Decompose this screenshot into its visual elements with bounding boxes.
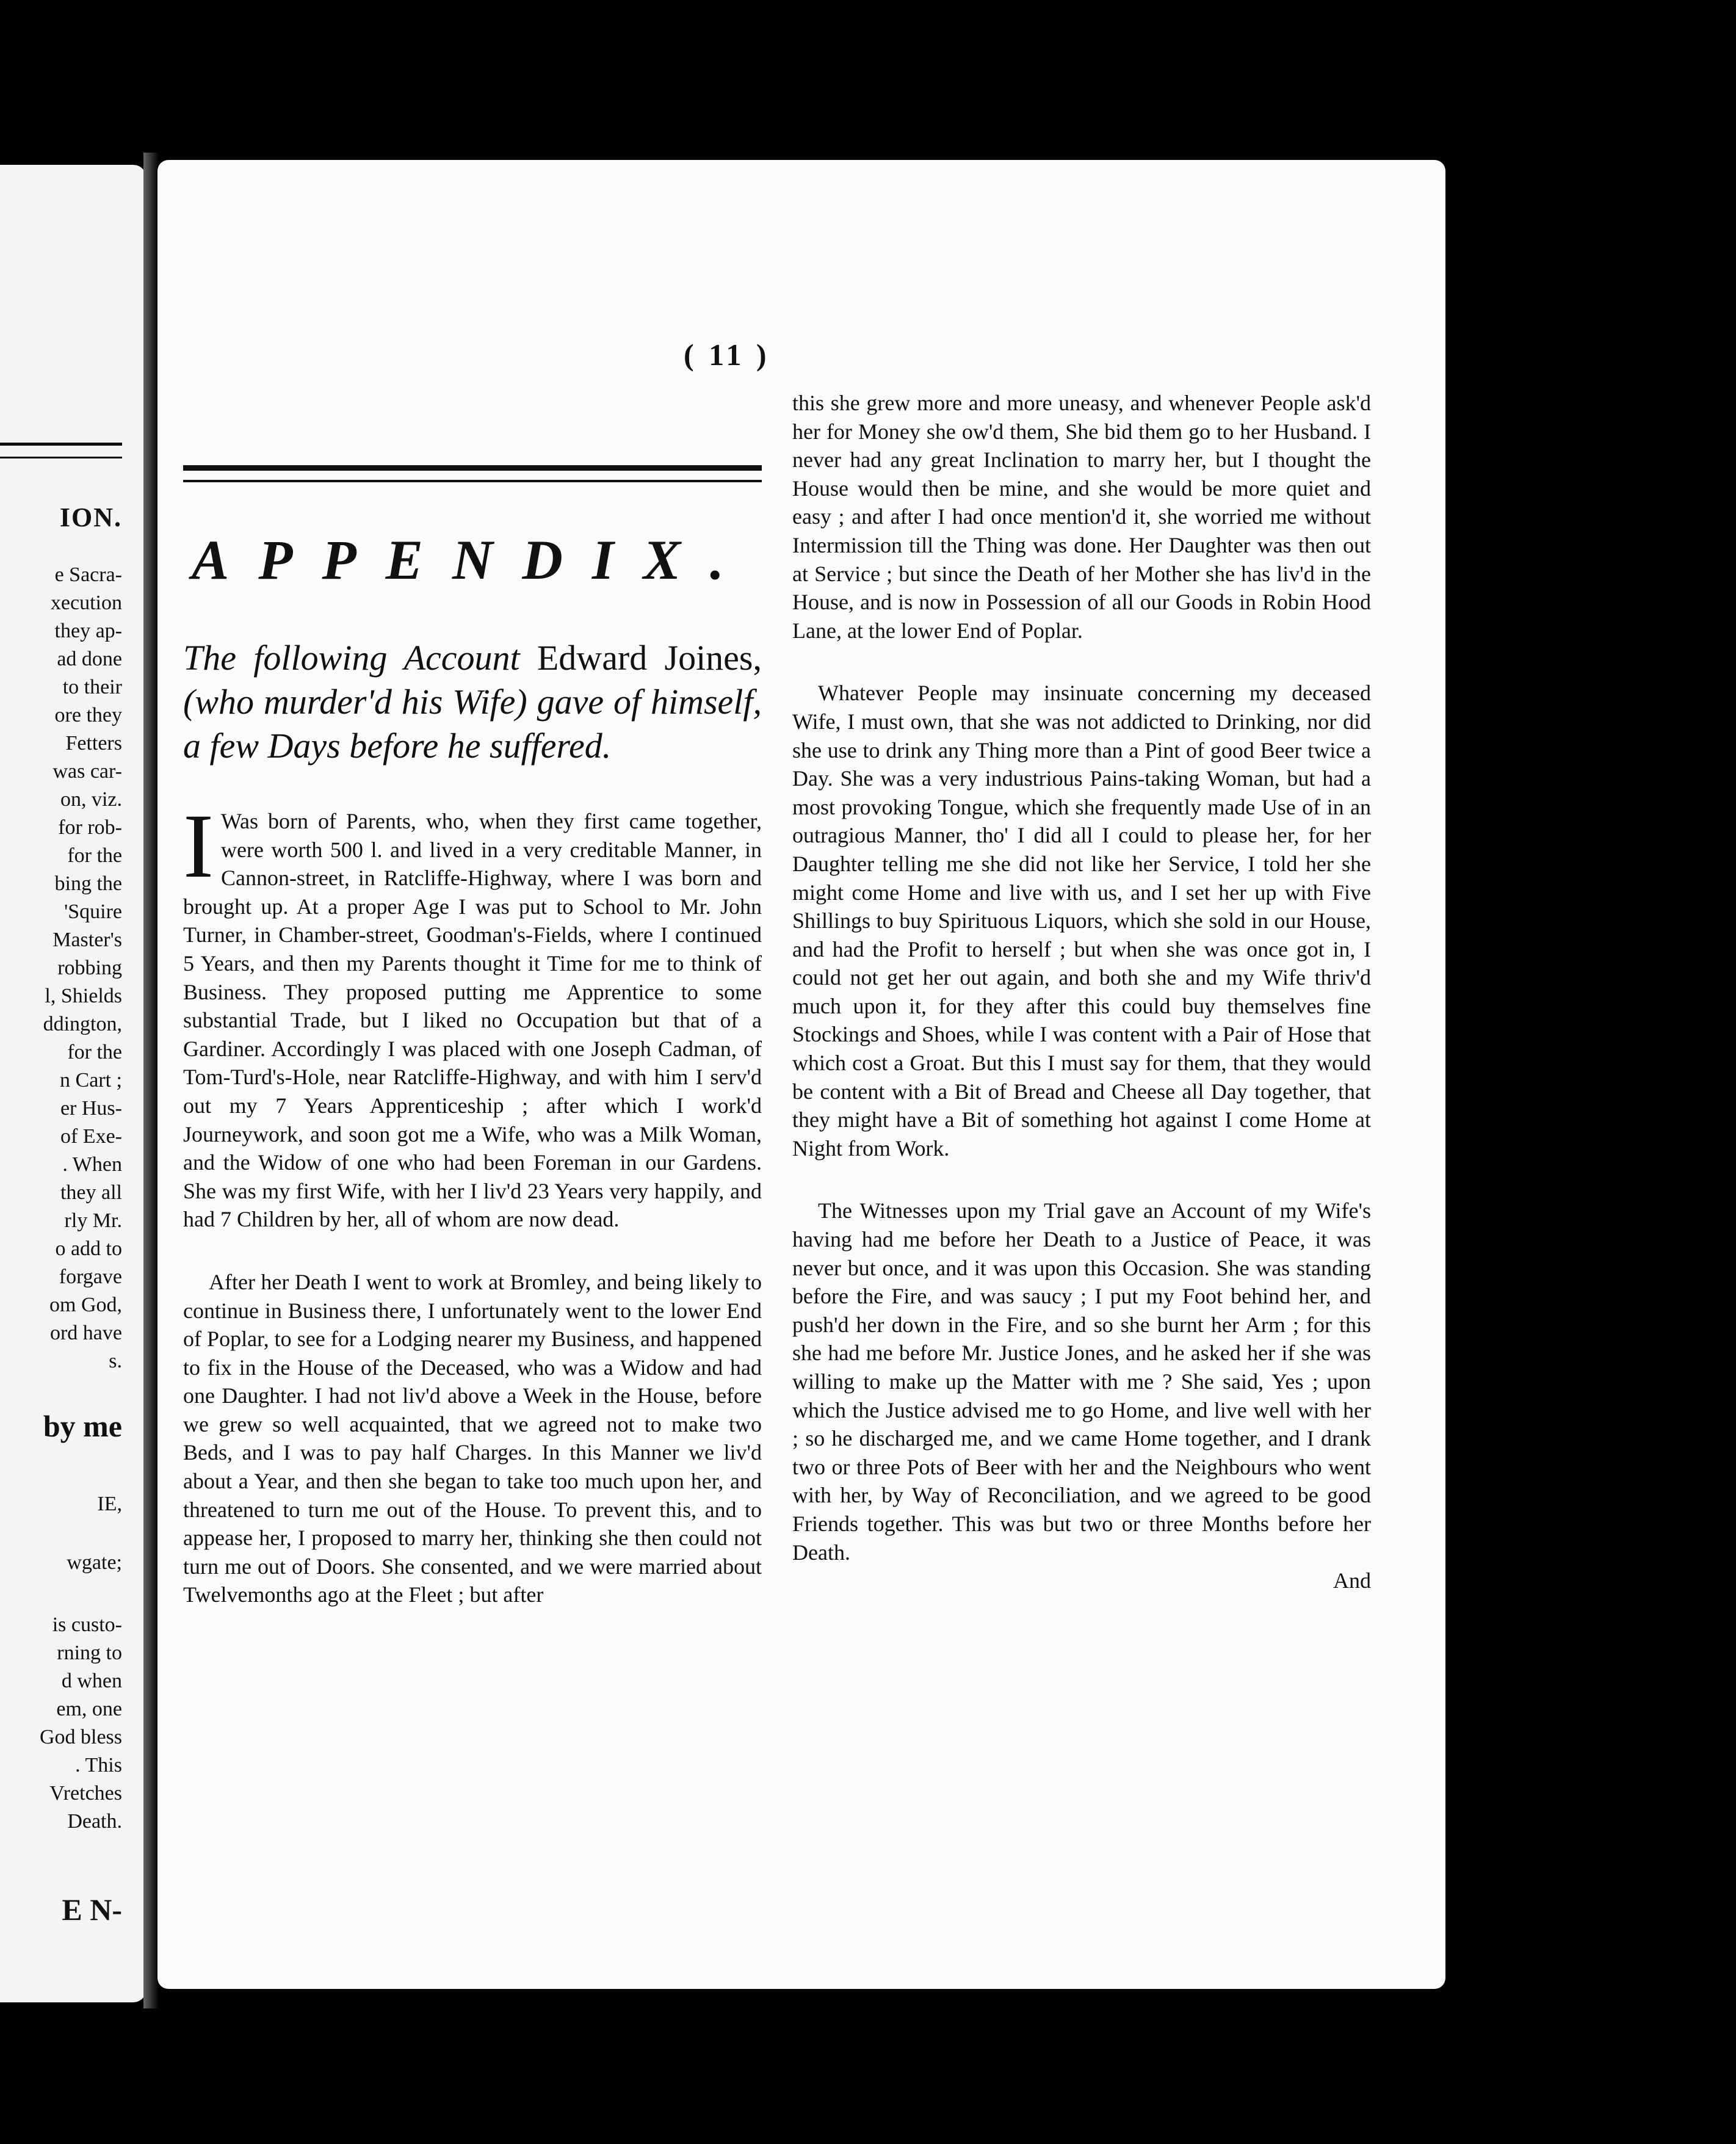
left-page-fragment: Vretches [49, 1782, 122, 1805]
left-page-fragment: em, one [56, 1698, 122, 1720]
left-page-fragment: to their [62, 676, 122, 698]
left-page-fragment: ddington, [43, 1013, 122, 1035]
left-page-fragment: IE, [97, 1493, 122, 1515]
body-paragraph: After her Death I went to work at Bromley, and being likely to continue in Business there, I unfortunately went to the lower End of Poplar, to see for a Lodging nearer my Business, and happened to fix in the House of the Deceased, who was a Widow and had one Daughter. I had not liv'd above a Week in the House, before we grew so well acquainted, that we agreed not to make two Beds, and I was to pay half Charges. In this Manner we liv'd about a Year, and then she began to take too much upon her, and threatened to turn me out of the House. To prevent this, and to appease her, I proposed to marry her, thinking she then could not turn me out of Doors. She consented, and we were married about Twelvemonths ago at the Fleet ; but after [183, 1269, 762, 1607]
left-page-fragment: of Exe- [60, 1125, 122, 1148]
body-paragraph: Whatever People may insinuate concerning my deceased Wife, I must own, that she was not addicted to Drinking, nor did she use to drink any Thing more than a Pint of good Beer twice a Day. She was a very industrious Pains-taking Woman, but had a most provoking Tongue, which she frequently made Use of in an outragious Manner, tho' I did all I could to please her, for her Daughter telling me she did not like her Service, I told her she might come Home and live with us, and I set her up with Five Shillings to buy Spirituous Liquors, which she sold in our House, and had the Profit to herself ; but when she was once got in, I could not get her out again, and both she and my Wife thriv'd much upon it, for they after this could buy themselves fine Stockings and Shoes, while I was content with a Pair of Hose that which cost a Groat. But this I must say for them, that they would be content with a Bit of Bread and Cheese all Day together, that they might have a Bit of something hot against I come Home at Night from Work. [792, 681, 1371, 1161]
right-column [792, 389, 1371, 1595]
body-paragraph: IWas born of Parents, who, when they first came together, were worth 500 l. and lived in a very creditable Manner, in Cannon-street, in Ratcliffe-Highway, where I was born and brought up. At a proper Age I was put to School to Mr. John Turner, in Chamber-street, Goodman's-Fields, where I continued 5 Years, and then my Parents thought it Time for me to think of Business. They proposed putting me Apprentice to some substantial Trade, but I liked no Occupation but that of a Gardiner. Accordingly I was placed with one Joseph Cadman, of Tom-Turd's-Hole, near Ratcliffe-Highway, and with him I serv'd out my 7 Years Apprenticeship ; after which I work'd Journeywork, and soon got me a Wife, who was a Milk Woman, and the Widow of one who had been Foreman in our Gardens. She was my first Wife, with her I liv'd 23 Years very happily, and had 7 Children by her, all of whom are now dead. [183, 795, 762, 1232]
left-page-fragment: . When [62, 1153, 122, 1176]
left-page-fragment: they all [60, 1181, 122, 1204]
left-page-fragment: bing the [54, 872, 122, 895]
left-page-rule [0, 443, 122, 446]
body-paragraph: this she grew more and more uneasy, and whenever People ask'd her for Money she ow'd them, She bid them go to her Husband. I never had any great Inclination to marry her, but I thought the House would then be mine, and she would be more quiet and easy ; and after I had once mention'd it, she worried me without Intermission till the Thing was done. Her Daughter was then out at Service ; but since the Death of her Mother she has liv'd in the House, and is now in Possession of all our Goods in Robin Hood Lane, at the lower End of Poplar. [792, 391, 1371, 643]
left-page-rule [0, 457, 122, 458]
subtitle [183, 636, 762, 768]
left-page-fragment: for rob- [58, 816, 122, 839]
left-page-fragment: is custo- [52, 1613, 122, 1636]
left-page-fragment: 'Squire [64, 900, 122, 923]
left-page-fragment: for the [67, 1041, 122, 1063]
left-page-fragment: by me [43, 1409, 122, 1443]
left-page-fragment: Master's [52, 929, 122, 951]
left-page-fragment: robbing [57, 957, 122, 979]
left-page-fragment: n Cart ; [60, 1069, 122, 1092]
left-column [183, 795, 762, 1609]
page-number: ( 11 ) [684, 338, 770, 372]
left-page-fragment: om God, [49, 1294, 122, 1316]
left-page-fragment: Fetters [65, 732, 122, 755]
left-page-fragment: o add to [55, 1237, 122, 1260]
subtitle-name: Edward Joines, [537, 638, 762, 678]
left-page-fragment: they ap- [54, 620, 122, 642]
left-page-fragment: ord have [49, 1322, 122, 1344]
left-page-fragment: E N- [62, 1892, 122, 1927]
left-page-fragment: . This [75, 1754, 122, 1776]
left-page-fragment: l, Shields [45, 985, 122, 1007]
left-page-fragment: ore they [54, 704, 122, 726]
left-page-fragment: xecution [50, 592, 122, 614]
left-page-fragment: ad done [57, 648, 122, 670]
left-page-fragment: rly Mr. [64, 1209, 122, 1232]
left-page-fragment: God bless [39, 1726, 122, 1748]
left-page-fragment: forgave [59, 1266, 122, 1288]
left-page-fragment: er Hus- [60, 1097, 122, 1120]
left-page-fragment: was car- [52, 760, 122, 783]
left-page-fragment: wgate; [67, 1551, 122, 1574]
left-page-fragment: on, viz. [60, 788, 122, 811]
left-page-fragment: s. [109, 1350, 122, 1372]
left-page-fragment: Death. [67, 1810, 122, 1833]
left-facing-page [0, 165, 146, 2002]
body-paragraph: The Witnesses upon my Trial gave an Account of my Wife's having had me before her Death to a Justice of Peace, it was never but once, and it was upon this Occasion. She was standing before the Fire, and was saucy ; I put my Foot behind her, and push'd her down in the Fire, and so she burnt her Arm ; for this she had me before Mr. Justice Jones, and he asked her if she was willing to make up the Matter with me ? She said, Yes ; upon which the Justice advised me to go Home, and live well with her ; so he discharged me, and we came Home together, and I drank two or three Pots of Beer with her and the Neighbours who went with her, by Way of Reconciliation, and we agreed to be good Friends together. This was but two or three Months before her Death. [792, 1198, 1371, 1565]
subtitle-intro: The following Account [183, 638, 520, 678]
subtitle-rest: (who murder'd his Wife) gave of himself, a few Days before he suffered. [183, 682, 762, 766]
left-page-fragment: ION. [59, 502, 122, 532]
header-rule-thin [183, 480, 762, 482]
catchword: And [1333, 1568, 1371, 1593]
book-page [157, 160, 1445, 1989]
book-gutter [143, 153, 159, 2008]
page-title: APPENDIX. [191, 529, 754, 591]
left-page-fragment: rning to [57, 1642, 122, 1664]
left-page-fragment: e Sacra- [54, 563, 122, 586]
left-page-fragment: for the [67, 844, 122, 867]
left-page-fragment: d when [61, 1670, 122, 1692]
header-rule [183, 465, 762, 471]
